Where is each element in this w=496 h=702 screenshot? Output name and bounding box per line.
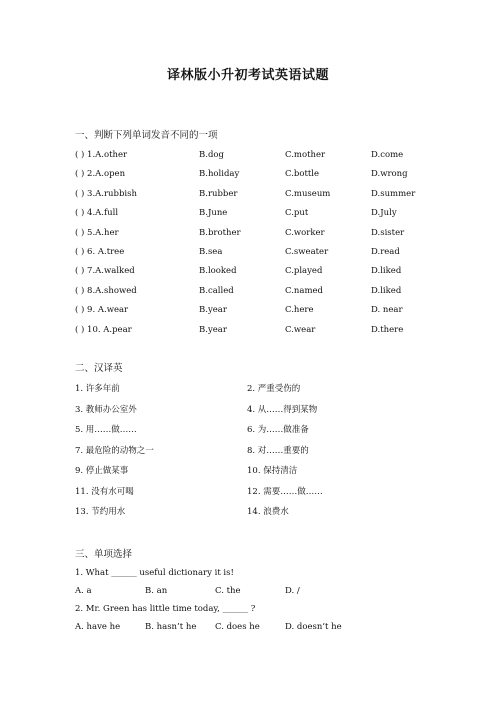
item-number: ( ) 2.A.open — [75, 169, 126, 180]
item-number: ( ) 4.A.full — [75, 208, 119, 219]
section-1-heading: 一、判断下列单词发音不同的一项 — [75, 130, 218, 141]
option-d: D. near — [371, 305, 403, 316]
option-b: B.June — [199, 208, 228, 219]
option-b: B.year — [199, 305, 227, 316]
section-2-heading: 二、汉译英 — [75, 363, 123, 374]
translation-item: 11. 没有水可喝 — [75, 486, 134, 497]
option-b: B.brother — [199, 227, 241, 238]
translation-item: 4. 从……得到某物 — [247, 404, 318, 415]
translation-item: 3. 教师办公室外 — [75, 404, 137, 415]
phonics-row — [75, 169, 475, 183]
translation-item: 13. 节约用水 — [75, 507, 126, 517]
option-c: C.put — [285, 208, 309, 219]
phonics-row — [75, 228, 475, 242]
phonics-row — [75, 150, 475, 164]
translation-row — [75, 464, 475, 478]
phonics-row — [75, 305, 475, 319]
option-d: D.summer — [371, 188, 416, 199]
phonics-row — [75, 286, 475, 300]
option-d: D. / — [285, 586, 300, 596]
phonics-row — [75, 247, 475, 261]
phonics-row — [75, 266, 475, 280]
option-c: C.worker — [285, 227, 325, 238]
item-number: ( ) 9. A.wear — [75, 305, 129, 316]
item-number: ( ) 3.A.rubbish — [75, 188, 137, 199]
translation-row — [75, 444, 475, 458]
option-c: C. does he — [215, 622, 260, 632]
option-d: D.there — [371, 324, 404, 335]
option-a: A. have he — [75, 622, 121, 632]
translation-row — [75, 403, 475, 417]
option-b: B.sea — [199, 247, 223, 257]
translation-item: 12. 需要……做…… — [247, 486, 323, 497]
question-2-options — [75, 622, 475, 636]
option-d: D.sister — [371, 227, 405, 238]
option-c: C.sweater — [285, 247, 329, 257]
option-b: B. an — [145, 586, 168, 596]
option-d: D.liked — [371, 285, 402, 296]
item-number: ( ) 8.A.showed — [75, 285, 137, 296]
option-d: D.July — [371, 208, 397, 219]
translation-item: 5. 用……做…… — [75, 425, 137, 435]
option-d: D. doesn’t he — [285, 622, 342, 632]
item-number: ( ) 1.A.other — [75, 150, 128, 160]
section-3-heading: 三、单项选择 — [75, 549, 133, 560]
option-d: D.liked — [371, 266, 402, 277]
phonics-row — [75, 325, 475, 339]
option-c: C.wear — [285, 324, 316, 335]
translation-item: 10. 保持清洁 — [247, 466, 298, 476]
option-d: D.read — [371, 247, 400, 257]
option-c: C.played — [285, 266, 323, 277]
option-d: D.come — [371, 150, 404, 160]
item-number: ( ) 7.A.walked — [75, 266, 135, 277]
option-c: C. the — [215, 586, 241, 596]
phonics-row — [75, 189, 475, 203]
option-c: C.here — [285, 305, 314, 316]
option-c: C.mother — [285, 150, 326, 160]
translation-item: 9. 停止做某事 — [75, 466, 129, 476]
item-number: ( ) 10. A.pear — [75, 324, 132, 335]
option-b: B.called — [199, 285, 234, 296]
option-d: D.wrong — [371, 169, 408, 180]
question-2-text: 2. Mr. Green has little time today, ______ ? — [75, 604, 256, 614]
option-c: C.named — [285, 285, 323, 296]
question-1-options — [75, 586, 475, 600]
translation-item: 2. 严重受伤的 — [247, 384, 301, 394]
option-b: B. hasn’t he — [145, 622, 197, 632]
option-b: B.rubber — [199, 188, 238, 199]
option-a: A. a — [75, 586, 92, 596]
translation-item: 6. 为……做准备 — [247, 425, 309, 435]
translation-row — [75, 423, 475, 437]
translation-item: 1. 许多年前 — [75, 384, 120, 394]
option-b: B.looked — [199, 266, 237, 277]
item-number: ( ) 5.A.her — [75, 227, 119, 238]
translation-item: 14. 浪费水 — [247, 507, 289, 517]
translation-row — [75, 485, 475, 499]
translation-row — [75, 505, 475, 519]
option-b: B.dog — [199, 150, 224, 160]
document-title: 译林版小升初考试英语试题 — [166, 68, 329, 83]
question-2 — [75, 604, 475, 618]
translation-item: 8. 对……重要的 — [247, 445, 309, 456]
option-b: B.holiday — [199, 169, 240, 180]
option-c: C.bottle — [285, 169, 320, 180]
question-1-text: 1. What ______ useful dictionary it is! — [75, 568, 234, 578]
option-c: C.museum — [285, 188, 331, 199]
item-number: ( ) 6. A.tree — [75, 247, 125, 257]
translation-row — [75, 382, 475, 396]
phonics-row — [75, 208, 475, 222]
question-1 — [75, 568, 475, 582]
translation-item: 7. 最危险的动物之一 — [75, 445, 154, 456]
option-b: B.year — [199, 324, 227, 335]
